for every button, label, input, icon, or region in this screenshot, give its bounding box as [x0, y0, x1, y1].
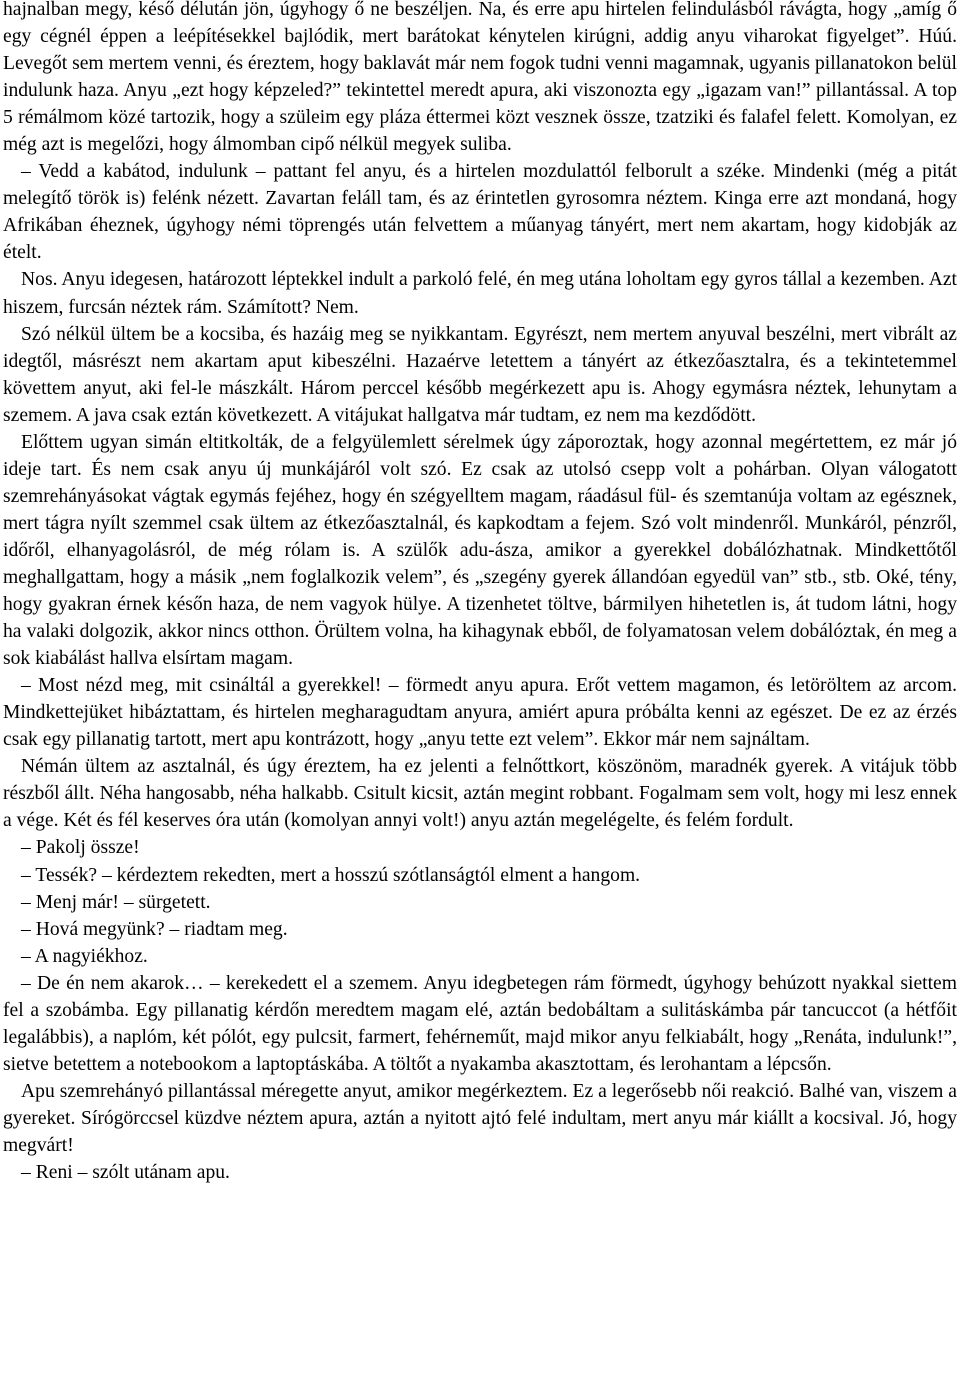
- dialogue-line-5: – A nagyiékhoz.: [21, 945, 148, 967]
- paragraph-5: Előttem ugyan simán eltitkolták, de a felgyülemlett sérelmek úgy záporoztak, hogy azonnal megértettem, ez már jó ideje tart. És nem csak anyu új munkájáról volt szó. Ez csak az utolsó csepp volt a pohárban. Olyan válogatott szemrehányásokat vágtak egymás fejéhez, hogy én szégyelltem magam, ráadásul fül- és szemtanúja voltam az egésznek, mert tágra nyílt szemmel csak ültem az étkezőasztalnál, és kapkodtam a fejem. Szó volt mindenről. Munkáról, pénzről, időről, elhanyagolásról, de még rólam is. A szülők adu-ásza, amikor a gyerekkel dobálózhatnak. Mindkettőtől meghallgattam, hogy a másik „nem foglalkozik velem”, és „szegény gyerek állandóan egyedül van” stb., stb. Oké, tény, hogy gyakran érnek későn haza, de nem vagyok hülye. A tizenhetet töltve, bármilyen hihetetlen is, át tudom látni, hogy ha valaki dolgozik, akkor nincs otthon. Örültem volna, ha kihagynak ebből, de folyamatosan velem dobálóztak, én meg a sok kiabálást hallva elsírtam magam.: [3, 431, 957, 670]
- dialogue-line-6: – Reni – szólt utánam apu.: [21, 1162, 230, 1184]
- paragraph-3: Nos. Anyu idegesen, határozott léptekkel indult a parkoló felé, én meg utána loholtam egy gyros tállal a kezemben. Azt hiszem, furcsán néztek rám. Számított? Nem.: [3, 269, 957, 318]
- paragraph-8: – De én nem akarok… – kerekedett el a szemem. Anyu idegbetegen rám förmedt, úgyhogy behúzott nyakkal siettem fel a szobámba. Egy pillanatig kérdőn meredtem magam elé, aztán bedobáltam a sulitáskámba pár tancuccot (a hétfőit legalábbis), a naplóm, két pólót, egy pulcsit, farmert, fehérneműt, majd mikor anyu felkiabált, hogy „Renáta, indulunk!”, sietve betettem a notebookom a laptoptáskába. A töltőt a nyakamba akasztottam, és lerohantam a lépcsőn.: [3, 972, 957, 1075]
- dialogue-line-3: – Menj már! – sürgetett.: [21, 891, 211, 913]
- paragraph-1: hajnalban megy, késő délután jön, úgyhogy ő ne beszéljen. Na, és erre apu hirtelen felindulásból rávágta, hogy „amíg ő egy cégnél éppen a leépítésekkel bajlódik, mert barátokat kénytelen kirúgni, addig anyu viharokat figyelget”. Húú. Levegőt sem mertem venni, és éreztem, hogy baklavát már nem fogok tudni venni magamnak, ugyanis pillanatokon belül indulunk haza. Anyu „ezt hogy képzeled?” tekintettel meredt apura, aki viszonozta egy „igazam van!” pillantással. A top 5 rémálmom közé tartozik, hogy a szüleim egy pláza éttermei közt vesznek össze, tzatziki és falafel felett. Komolyan, ez még azt is megelőzi, hogy álmomban cipő nélkül megyek suliba.: [3, 0, 957, 156]
- dialogue-line-2: – Tessék? – kérdeztem rekedten, mert a hosszú szótlanságtól elment a hangom.: [21, 864, 641, 886]
- dialogue-line-1: – Pakolj össze!: [21, 837, 140, 859]
- dialogue-line-4: – Hová megyünk? – riadtam meg.: [21, 918, 288, 940]
- paragraph-7: Némán ültem az asztalnál, és úgy éreztem, ha ez jelenti a felnőttkort, köszönöm, maradnék gyerek. A vitájuk több részből állt. Néha hangosabb, néha halkabb. Csitult kicsit, aztán megint robbant. Fogalmam sem volt, hogy mi lesz ennek a vége. Két és fél keserves óra után (komolyan annyi volt!) anyu aztán megelégelte, és felém fordult.: [3, 756, 957, 832]
- paragraph-6: – Most nézd meg, mit csináltál a gyerekkel! – förmedt anyu apura. Erőt vettem magamon, és letöröltem az arcom. Mindkettejüket hibáztattam, és hirtelen megharagudtam anyura, amiért apura próbálta kenni az egészet. De ez az érzés csak egy pillanatig tartott, mert apu kontrázott, hogy „anyu tette ezt velem”. Ekkor már nem sajnáltam.: [3, 675, 957, 751]
- paragraph-2: – Vedd a kabátod, indulunk – pattant fel anyu, és a hirtelen mozdulattól felborult a széke. Mindenki (még a pitát melegítő török is) felénk nézett. Zavartan feláll tam, és az érintetlen gyrosomra néztem. Kinga erre azt mondaná, hogy Afrikában éheznek, úgyhogy némi töprengés után felvettem a műanyag tányért, mert nem akartam, hogy kidobják az ételt.: [3, 161, 957, 264]
- paragraph-4: Szó nélkül ültem be a kocsiba, és hazáig meg se nyikkantam. Egyrészt, nem mertem anyuval beszélni, mert vibrált az idegtől, másrészt nem akartam aput kibeszélni. Hazaérve letettem a tányért az étkezőasztalra, és a tekintetemmel követtem anyut, aki fel-le mászkált. Három perccel később megérkezett apu is. Ahogy egymásra néztek, lehunytam a szemem. A java csak eztán következett. A vitájukat hallgatva már tudtam, ez nem ma kezdődött.: [3, 323, 957, 426]
- paragraph-9: Apu szemrehányó pillantással méregette anyut, amikor megérkeztem. Ez a legerősebb női reakció. Balhé van, viszem a gyereket. Sírógörccsel küzdve néztem apura, aztán a nyitott ajtó felé indultam, mert anyu már kiállt a kocsival. Jó, hogy megvárt!: [3, 1080, 957, 1156]
